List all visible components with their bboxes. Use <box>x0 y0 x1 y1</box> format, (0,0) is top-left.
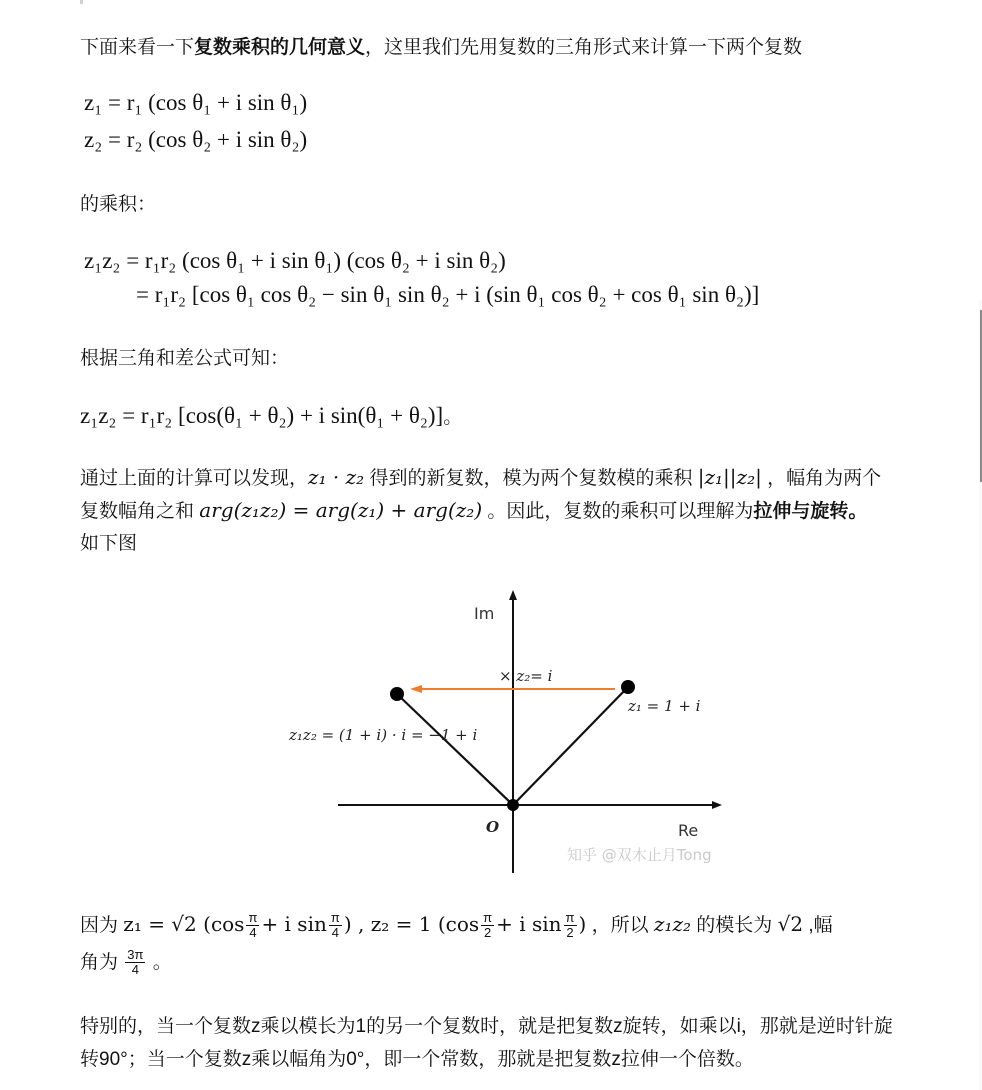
bold-text: 拉伸与旋转。 <box>753 501 868 522</box>
conclusion-line1 <box>80 461 881 495</box>
text: 的模长为 <box>691 915 778 936</box>
formula-label: 根据三角和差公式可知： <box>80 348 290 369</box>
special-line1: 特别的，当一个复数z乘以模长为1的另一个复数时，就是把复数z旋转，如乘以i，那就是逆时针旋 <box>80 1016 893 1037</box>
math-close: ) <box>578 912 587 936</box>
example-line1 <box>80 908 833 942</box>
rotation-arrow-head <box>410 685 422 693</box>
numerator: π <box>248 910 258 926</box>
text: 通过上面的计算可以发现， <box>80 468 309 489</box>
math-z2: ) , z₂ = 1 (cos <box>343 912 480 936</box>
fraction-3pi-4 <box>125 948 145 977</box>
text: 角为 <box>80 952 124 973</box>
text: 得到的新复数，模为两个复数模的乘积 <box>364 468 698 489</box>
equation-product-line1: z₁z₂ = r₁r₂ (cos θ₁ + i sin θ₁) (cos θ₂ + i sin θ₂) <box>84 248 506 273</box>
math-isin: + i sin <box>496 912 562 936</box>
text: 。 <box>147 952 172 973</box>
math-z1-dot-z2: z₁ · z₂ <box>308 465 365 489</box>
fraction-pi-4 <box>246 911 259 940</box>
point-z1 <box>621 680 635 694</box>
text: 复数幅角之和 <box>80 501 200 522</box>
intro-text-end: ，这里我们先用复数的三角形式来计算一下两个复数 <box>365 37 803 58</box>
example-line2 <box>80 946 172 979</box>
denominator: 2 <box>566 925 574 941</box>
z1z2-label: z₁z₂ = (1 + i) · i = −1 + i <box>289 726 478 744</box>
point-origin <box>507 799 519 811</box>
z1-label: z₁ = 1 + i <box>628 697 701 715</box>
math-z1z2: z₁z₂ <box>653 912 692 936</box>
numerator: π <box>330 910 340 926</box>
text: 因为 <box>80 915 124 936</box>
equation-sum-period: 。 <box>443 407 463 428</box>
fraction-pi-2 <box>481 911 494 940</box>
equation-z2: z₂ = r₂ (cos θ₂ + i sin θ₂) <box>84 127 308 152</box>
math-arg-sum: arg(z₁z₂) = arg(z₁) + arg(z₂) <box>199 498 483 522</box>
im-axis-label: Im <box>474 604 495 623</box>
math-modulus-product: |z₁||z₂| <box>697 465 762 489</box>
math-sqrt2: √2 <box>777 912 804 936</box>
origin-label: O <box>486 818 500 836</box>
intro-bold: 复数乘积的几何意义 <box>194 37 366 58</box>
numerator: π <box>483 910 493 926</box>
conclusion-line3: 如下图 <box>80 533 138 554</box>
fraction-pi-4 <box>329 911 342 940</box>
denominator: 2 <box>484 925 492 941</box>
re-axis-label: Re <box>678 821 699 840</box>
denominator: 4 <box>249 925 257 941</box>
equation-z1: z₁ = r₁ (cos θ₁ + i sin θ₁) <box>84 90 308 115</box>
text: ,幅 <box>803 915 833 936</box>
top-divider-mark <box>80 0 83 4</box>
conclusion-line2 <box>80 494 867 528</box>
math-isin: + i sin <box>261 912 327 936</box>
z2-label: × z₂= i <box>499 667 553 685</box>
product-label: 的乘积： <box>80 194 157 215</box>
intro-text: 下面来看一下 <box>80 37 195 58</box>
complex-plane-figure <box>280 585 740 880</box>
denominator: 4 <box>331 925 339 941</box>
equation-product-line2: = r₁r₂ [cos θ₁ cos θ₂ − sin θ₁ sin θ₂ + i (sin θ₁ cos θ₂ + cos θ₁ sin θ₂)] <box>136 282 760 307</box>
text: 。因此，复数的乘积可以理解为 <box>482 501 754 522</box>
intro-paragraph <box>80 31 802 64</box>
equation-sum <box>80 402 462 429</box>
fraction-pi-2 <box>564 911 577 940</box>
math-z1: z₁ = √2 (cos <box>123 912 245 936</box>
real-axis-arrow <box>712 801 722 809</box>
denominator: 4 <box>131 962 139 978</box>
point-z1z2 <box>390 687 404 701</box>
numerator: π <box>565 910 575 926</box>
vector-z1z2 <box>397 694 513 805</box>
numerator: 3π <box>127 947 144 963</box>
watermark: 知乎 @双木止月Tong <box>567 846 712 864</box>
equation-sum-expr: z₁z₂ = r₁r₂ [cos(θ₁ + θ₂) + i sin(θ₁ + θ₂)] <box>80 403 444 428</box>
special-line2: 转90°；当一个复数z乘以幅角为0°，即一个常数，那就是把复数z拉伸一个倍数。 <box>80 1049 754 1070</box>
imaginary-axis-arrow <box>509 590 517 600</box>
vector-z1 <box>513 687 628 805</box>
text: ，所以 <box>586 915 654 936</box>
text: ，幅角为两个 <box>761 468 882 489</box>
